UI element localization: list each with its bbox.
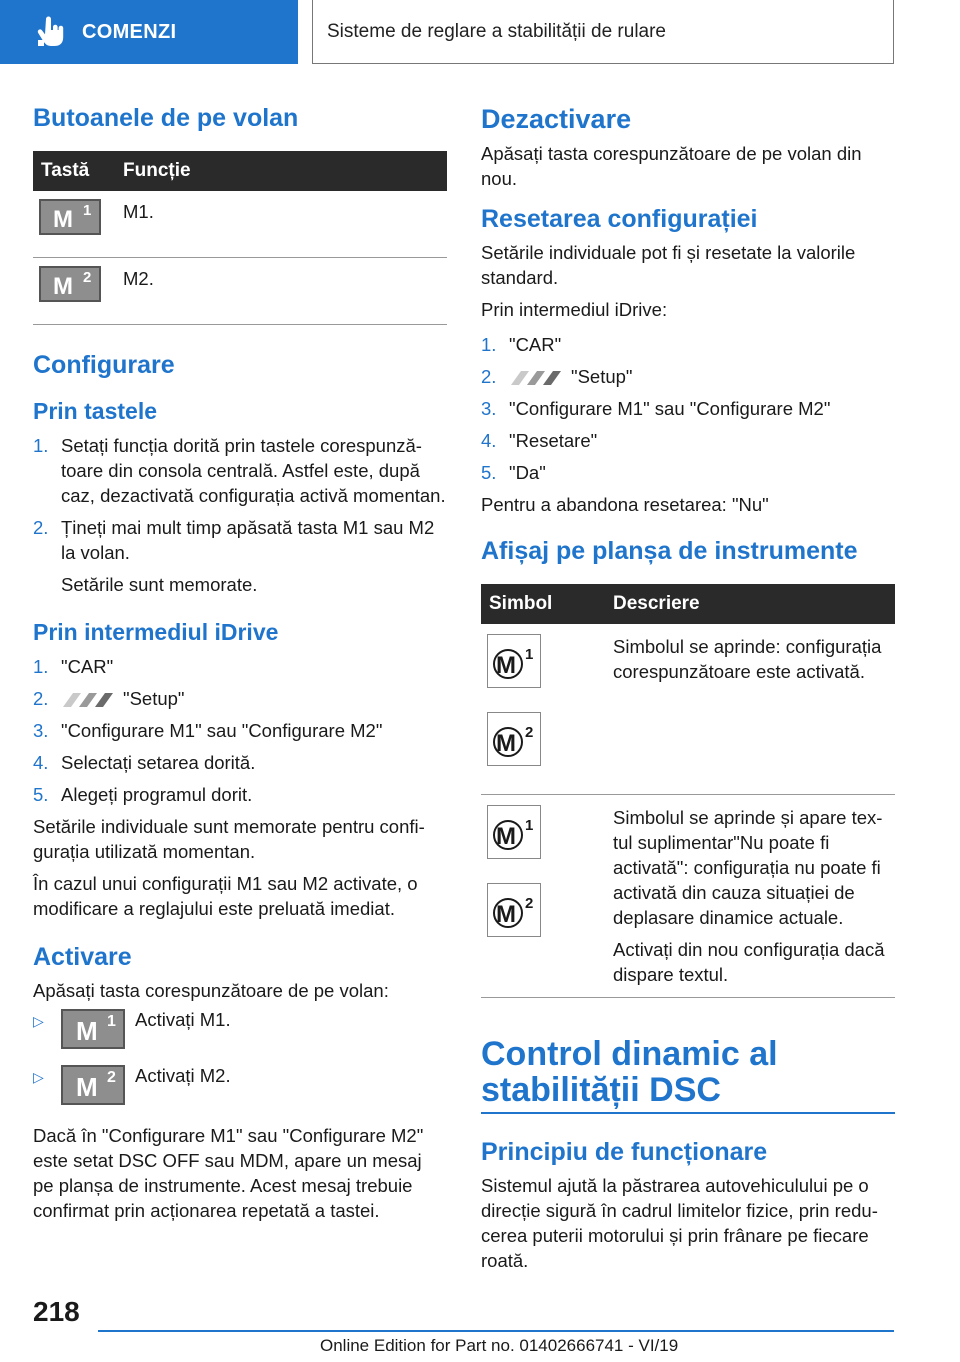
svg-text:2: 2 <box>525 724 534 741</box>
activare-item-m2 <box>33 1065 447 1115</box>
prin-tastele-note: Setările sunt memorate. <box>61 574 258 595</box>
activare-m1-text: Activați M1. <box>135 1009 231 1030</box>
m2-symbol-icon <box>487 712 541 766</box>
butoane-heading: Butoanele de pe volan <box>33 104 299 132</box>
activare-para: Dacă în "Configurare M1" sau "Configurare M2" este setat DSC OFF sau MDM, apare un mesaj pe planșa de instrumente. Acest mesaj trebuie confirmat prin acționarea repetată a tastei. <box>33 1125 424 1221</box>
footer-rule <box>98 1330 894 1332</box>
prin-idrive-steps <box>33 654 447 807</box>
m1-key-icon <box>61 1009 125 1049</box>
dezactivare-text: Apăsați tasta corespunzătoare de pe volan din nou. <box>481 143 862 189</box>
svg-text:M: M <box>496 901 516 928</box>
section-tab-label: COMENZI <box>82 20 177 43</box>
svg-text:1: 1 <box>83 202 92 219</box>
butoane-table <box>33 151 447 325</box>
list-item: 3. "Configurare M1" sau "Configurare M2" <box>33 720 383 741</box>
svg-text:2: 2 <box>107 1069 116 1086</box>
dsc-heading: Control dinamic al stabilității DSC <box>481 1035 778 1109</box>
configurare-heading: Configurare <box>33 351 175 379</box>
activare-m2-text: Activați M2. <box>135 1065 231 1086</box>
page-number: 218 <box>33 1296 80 1327</box>
dezactivare-heading: Dezactivare <box>481 104 632 134</box>
col-header-descriere: Descriere <box>605 584 895 624</box>
m1-key-icon <box>39 199 101 235</box>
principiu-text: Sistemul ajută la păstrarea autovehiculului pe o direcție sigură în cadrul limitelor fizice, prin reducerea puterii motorului și prin frânare pe fiecare roată. <box>481 1175 878 1271</box>
setup-icon <box>61 691 115 709</box>
m1-symbol-icon <box>487 634 541 688</box>
principiu-heading: Principiu de funcționare <box>481 1138 768 1166</box>
resetare-text: Setările individuale pot fi și resetate la valorile standard. <box>481 242 856 288</box>
svg-text:2: 2 <box>83 269 92 286</box>
svg-text:2: 2 <box>525 895 534 912</box>
resetare-abandon: Pentru a abandona resetarea: "Nu" <box>481 494 769 515</box>
list-item: 4. Selectați setarea dorită. <box>33 752 256 773</box>
list-item: 5. Alegeți programul dorit. <box>33 784 253 805</box>
svg-text:M: M <box>53 206 73 233</box>
col-header-simbol: Simbol <box>481 584 605 624</box>
svg-text:M: M <box>53 273 73 300</box>
m1-symbol-icon <box>487 805 541 859</box>
afisaj-row2-note: Activați din nou configurația dacă dispare textul. <box>613 939 885 985</box>
table-row <box>33 258 447 325</box>
left-column <box>33 100 447 1223</box>
afisaj-heading: Afișaj pe planșa de instrumente <box>481 537 858 565</box>
resetare-heading: Resetarea configurației <box>481 205 758 233</box>
svg-text:M: M <box>496 652 516 679</box>
activare-item-m1 <box>33 1009 447 1059</box>
svg-text:M: M <box>76 1016 98 1046</box>
idrive-para-2: În cazul unui configurații M1 sau M2 activate, o modificare a reglajului este preluată imediat. <box>33 873 418 919</box>
section-title-text: Sisteme de reglare a stabilității de rulare <box>327 20 667 42</box>
prin-tastele-heading: Prin tastele <box>33 398 157 424</box>
list-item: 4. "Resetare" <box>481 430 598 451</box>
m2-function: M2. <box>123 268 154 289</box>
dsc-heading-rule <box>481 1112 895 1114</box>
col-header-tasta: Tastă <box>33 151 115 191</box>
list-item: 2. "Setup" <box>481 366 633 387</box>
m2-key-icon <box>61 1065 125 1105</box>
table-row <box>481 624 895 795</box>
list-item: 2. "Setup" <box>33 688 185 709</box>
section-title <box>312 0 894 64</box>
list-item: 5. "Da" <box>481 462 546 483</box>
svg-text:1: 1 <box>525 817 534 834</box>
edition-text: Online Edition for Part no. 01402666741 - VI/19 <box>320 1336 679 1355</box>
list-item: 2. Țineți mai mult timp apăsată tasta M1 sau M2 la volan. <box>33 517 435 563</box>
section-tab[interactable] <box>0 0 298 64</box>
idrive-para-1: Setările individuale sunt memorate pentru configurația utilizată momentan. <box>33 816 425 862</box>
m1-function: M1. <box>123 201 154 222</box>
m2-symbol-icon <box>487 883 541 937</box>
resetare-intro: Prin intermediul iDrive: <box>481 299 668 320</box>
list-item: 1. "CAR" <box>33 656 114 677</box>
svg-text:M: M <box>496 730 516 757</box>
afisaj-row1-desc: Simbolul se aprinde: configurația corespunzătoare este activată. <box>613 636 882 682</box>
hand-pointer-icon <box>34 15 68 49</box>
setup-icon <box>509 369 563 387</box>
right-column <box>481 100 895 1273</box>
svg-text:1: 1 <box>107 1013 116 1030</box>
svg-text:M: M <box>76 1072 98 1102</box>
list-item: 3. "Configurare M1" sau "Configurare M2" <box>481 398 831 419</box>
list-item: 1. "CAR" <box>481 334 562 355</box>
prin-tastele-steps <box>33 433 447 565</box>
svg-text:1: 1 <box>525 646 534 663</box>
afisaj-row2-desc: Simbolul se aprinde și apare textul suplimentar"Nu poate fi activată": configurația nu poate fi activată din cauza situației de deplasare dinamice actuale. <box>613 807 883 928</box>
triangle-bullet-icon: ▷ <box>33 1069 44 1085</box>
triangle-bullet-icon: ▷ <box>33 1013 44 1029</box>
activare-heading: Activare <box>33 943 132 971</box>
svg-text:M: M <box>496 823 516 850</box>
activare-intro: Apăsați tasta corespunzătoare de pe volan: <box>33 980 389 1001</box>
afisaj-table <box>481 584 895 998</box>
col-header-functie: Funcție <box>115 151 447 191</box>
table-row <box>481 795 895 998</box>
table-row <box>33 191 447 258</box>
m2-key-icon <box>39 266 101 302</box>
prin-idrive-heading: Prin intermediul iDrive <box>33 619 279 645</box>
resetare-steps <box>481 332 895 485</box>
list-item: 1. Setați funcția dorită prin tastele corespunzătoare din consola centrală. Astfel este, după caz, dezactivată configurația activă momentan. <box>33 435 446 506</box>
